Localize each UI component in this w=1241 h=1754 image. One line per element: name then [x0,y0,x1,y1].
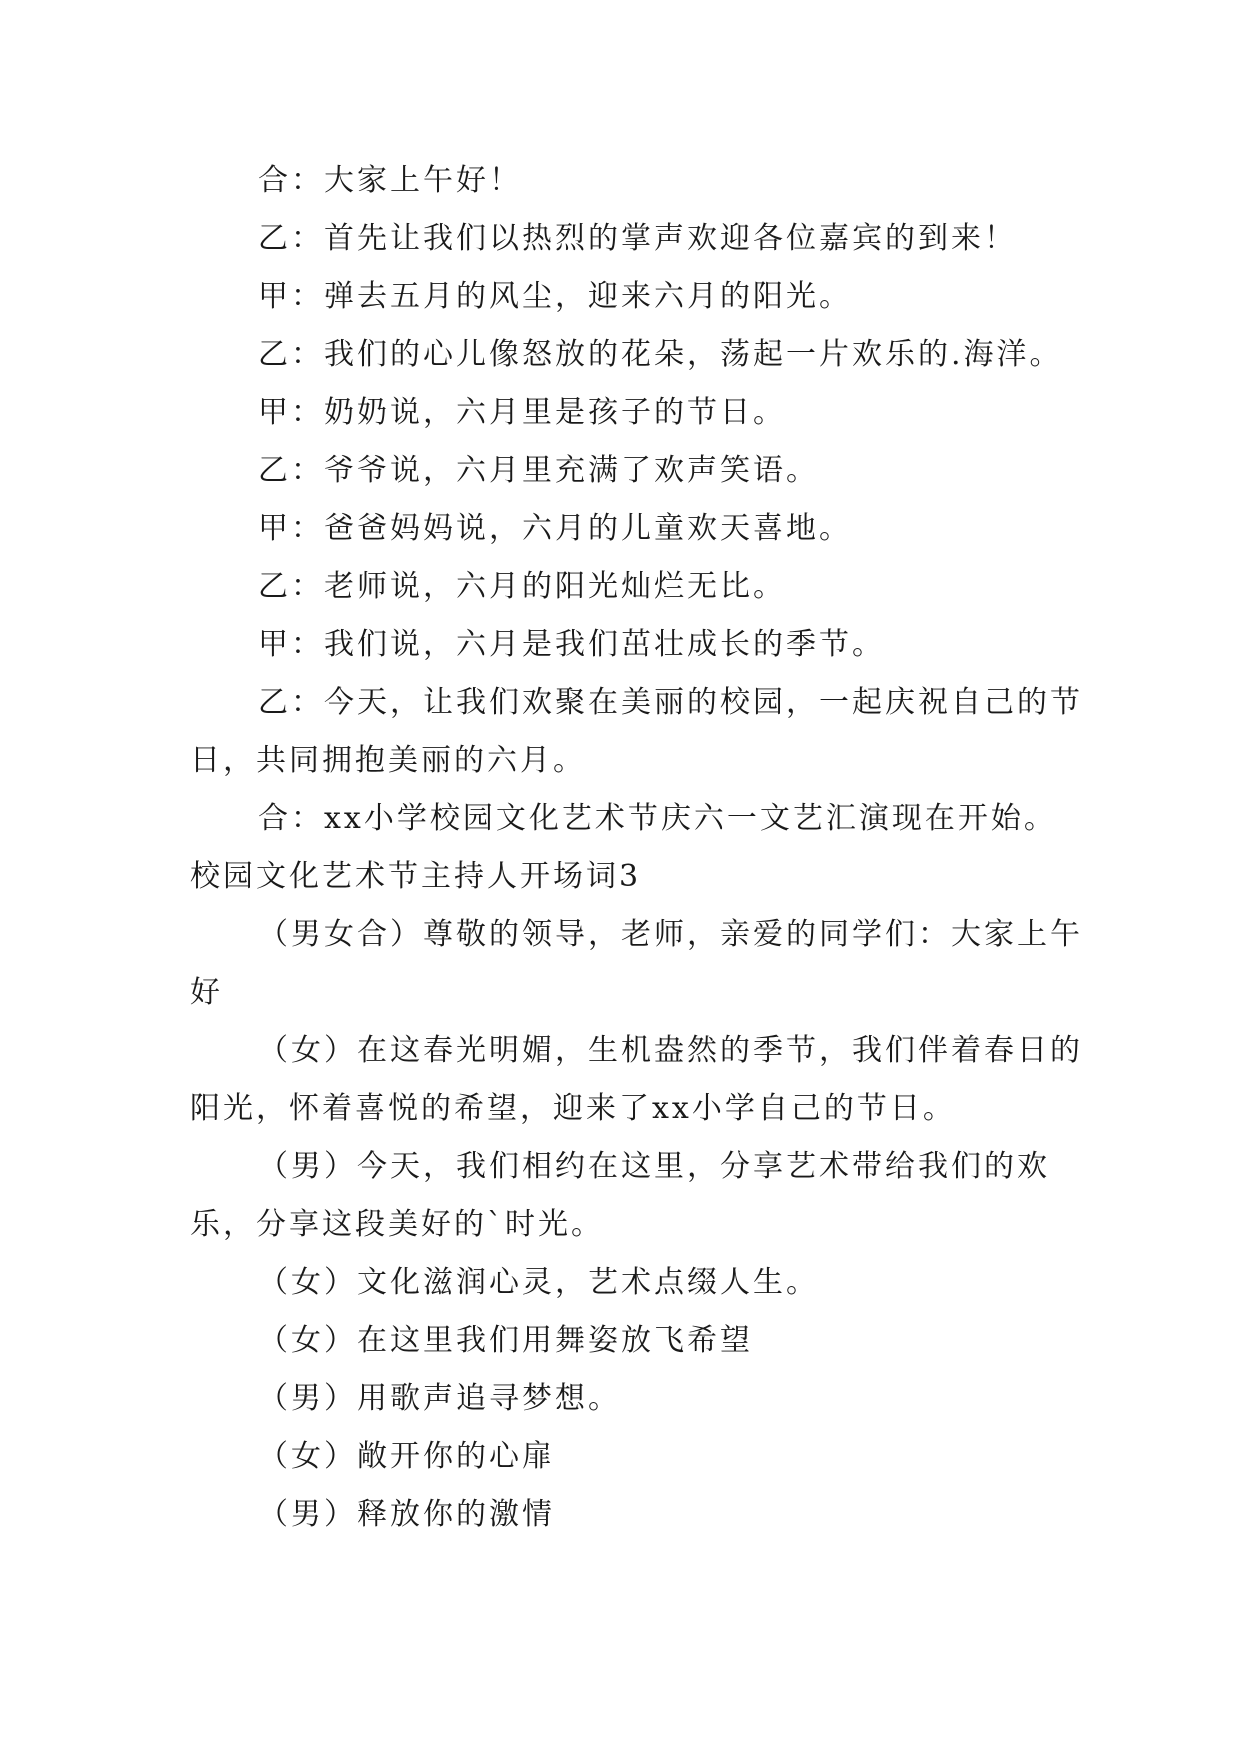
paragraph: 甲：爸爸妈妈说，六月的儿童欢天喜地。 [258,511,852,546]
paragraph: 甲：弹去五月的风尘，迎来六月的阳光。 [258,279,852,314]
paragraph: （男女合）尊敬的领导，老师，亲爱的同学们：大家上午好 [190,917,1083,1010]
paragraph: （女）敞开你的心扉 [258,1439,555,1474]
paragraph: 甲：奶奶说，六月里是孩子的节日。 [258,395,786,430]
paragraph: 甲：我们说，六月是我们茁壮成长的季节。 [258,627,885,662]
paragraph: 合：xx小学校园文化艺术节庆六一文艺汇演现在开始。 [258,801,1057,836]
paragraph: （男）释放你的激情 [258,1497,555,1532]
paragraph: （男）用歌声追寻梦想。 [258,1381,621,1416]
paragraph: 乙：老师说，六月的阳光灿烂无比。 [258,569,786,604]
paragraph: 乙：我们的心儿像怒放的花朵，荡起一片欢乐的.海洋。 [258,337,1063,372]
paragraph: （女）文化滋润心灵，艺术点缀人生。 [258,1265,819,1300]
paragraph: （女）在这里我们用舞姿放飞希望 [258,1323,753,1358]
section-heading: 校园文化艺术节主持人开场词3 [190,859,642,894]
paragraph: 乙：爷爷说，六月里充满了欢声笑语。 [258,453,819,488]
paragraph: （女）在这春光明媚，生机盎然的季节，我们伴着春日的阳光，怀着喜悦的希望，迎来了xx小学自己的节日。 [190,1033,1083,1126]
paragraph: 合：大家上午好！ [258,163,522,198]
paragraph: （男）今天，我们相约在这里，分享艺术带给我们的欢乐，分享这段美好的`时光。 [190,1149,1050,1242]
paragraph: 乙：首先让我们以热烈的掌声欢迎各位嘉宾的到来！ [258,221,1017,256]
document-body [190,152,1090,1544]
paragraph: 乙：今天，让我们欢聚在美丽的校园，一起庆祝自己的节日，共同拥抱美丽的六月。 [190,685,1083,778]
